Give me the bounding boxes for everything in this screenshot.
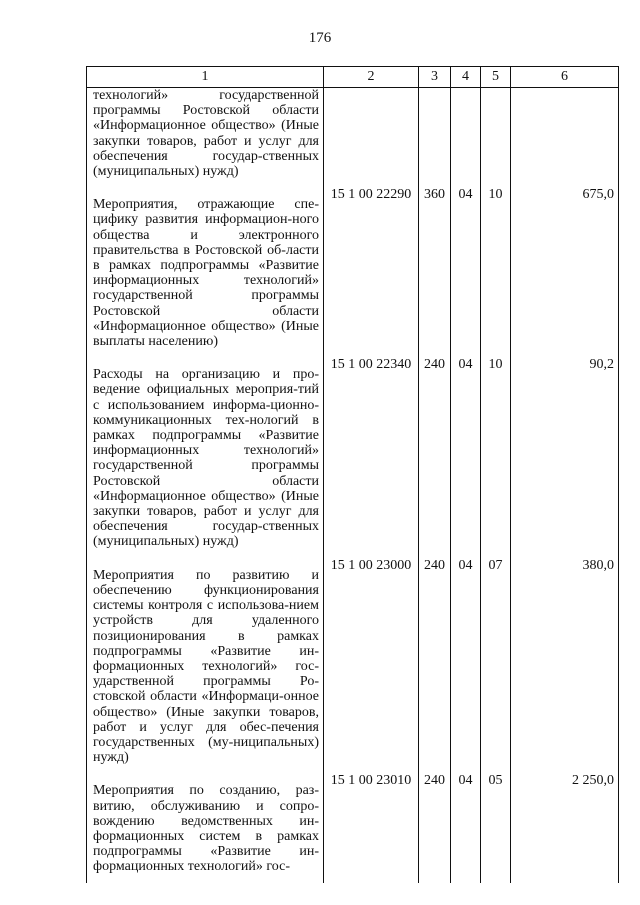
- row-amount: [511, 88, 619, 188]
- column-header-2: 2: [324, 67, 419, 88]
- row-amount: 2 250,0: [511, 773, 619, 882]
- column-header-4: 4: [451, 67, 481, 88]
- row-col4: 04: [451, 558, 481, 774]
- row-amount: 90,2: [511, 357, 619, 557]
- row-col4: 04: [451, 357, 481, 557]
- row-col5: 07: [481, 558, 511, 774]
- table-row: [87, 773, 619, 882]
- row-code: 15 1 00 22340: [324, 357, 419, 557]
- header-row: [87, 67, 619, 88]
- page-number: 176: [308, 30, 332, 46]
- row-col4: 04: [451, 187, 481, 357]
- row-col3: 240: [419, 558, 451, 774]
- row-description: Мероприятия, отражающие спе-цифику развития информацион-ного общества и электронного правительства в Ростовской об-ласти в рамках подпрограммы «Развитие информационных технологий» государственной программы Ростовской области «Информационное общество» (Иные выплаты населению): [87, 187, 324, 357]
- row-col5: [481, 88, 511, 188]
- column-header-3: 3: [419, 67, 451, 88]
- table-body: [87, 88, 619, 883]
- row-code: 15 1 00 23010: [324, 773, 419, 882]
- row-description: Мероприятия по созданию, раз-витию, обслуживанию и сопро-вождению ведомственных ин-формационных систем в рамках подпрограммы «Развитие ин-формационных технологий» гос-: [87, 773, 324, 882]
- budget-table: [86, 66, 619, 883]
- column-header-5: 5: [481, 67, 511, 88]
- row-code: 15 1 00 22290: [324, 187, 419, 357]
- row-col3: 240: [419, 357, 451, 557]
- row-col3: [419, 88, 451, 188]
- row-description: Мероприятия по развитию и обеспечению функционирования системы контроля с использова-нием устройств для удаленного позиционирования в рамках подпрограммы «Развитие ин-формационных технологий» гос-ударственной программы Ро-стовской области «Информаци-онное общество» (Иные закупки товаров, работ и услуг для обес-печения государственных (му-ниципальных) нужд): [87, 558, 324, 774]
- row-description: технологий» государственной программы Ростовской области «Информационное общество» (Иные закупки товаров, работ и услуг для обеспечения государ-ственных (муниципальных) нужд): [87, 88, 324, 188]
- column-header-6: 6: [511, 67, 619, 88]
- table-row: [87, 88, 619, 188]
- table-header: [87, 67, 619, 88]
- table-row: [87, 187, 619, 357]
- row-col5: 10: [481, 187, 511, 357]
- row-description: Расходы на организацию и про-ведение официальных мероприя-тий с использованием информа-ционно-коммуникационных тех-нологий в рамках подпрограммы «Развитие информационных технологий» государственной программы Ростовской области «Информационное общество» (Иные закупки товаров, работ и услуг для обеспечения государ-ственных (муниципальных) нужд): [87, 357, 324, 557]
- row-col5: 10: [481, 357, 511, 557]
- table-row: [87, 558, 619, 774]
- row-col5: 05: [481, 773, 511, 882]
- row-amount: 380,0: [511, 558, 619, 774]
- row-col4: [451, 88, 481, 188]
- column-header-1: 1: [87, 67, 324, 88]
- row-col3: 240: [419, 773, 451, 882]
- row-code: [324, 88, 419, 188]
- row-col3: 360: [419, 187, 451, 357]
- table-row: [87, 357, 619, 557]
- row-col4: 04: [451, 773, 481, 882]
- row-code: 15 1 00 23000: [324, 558, 419, 774]
- row-amount: 675,0: [511, 187, 619, 357]
